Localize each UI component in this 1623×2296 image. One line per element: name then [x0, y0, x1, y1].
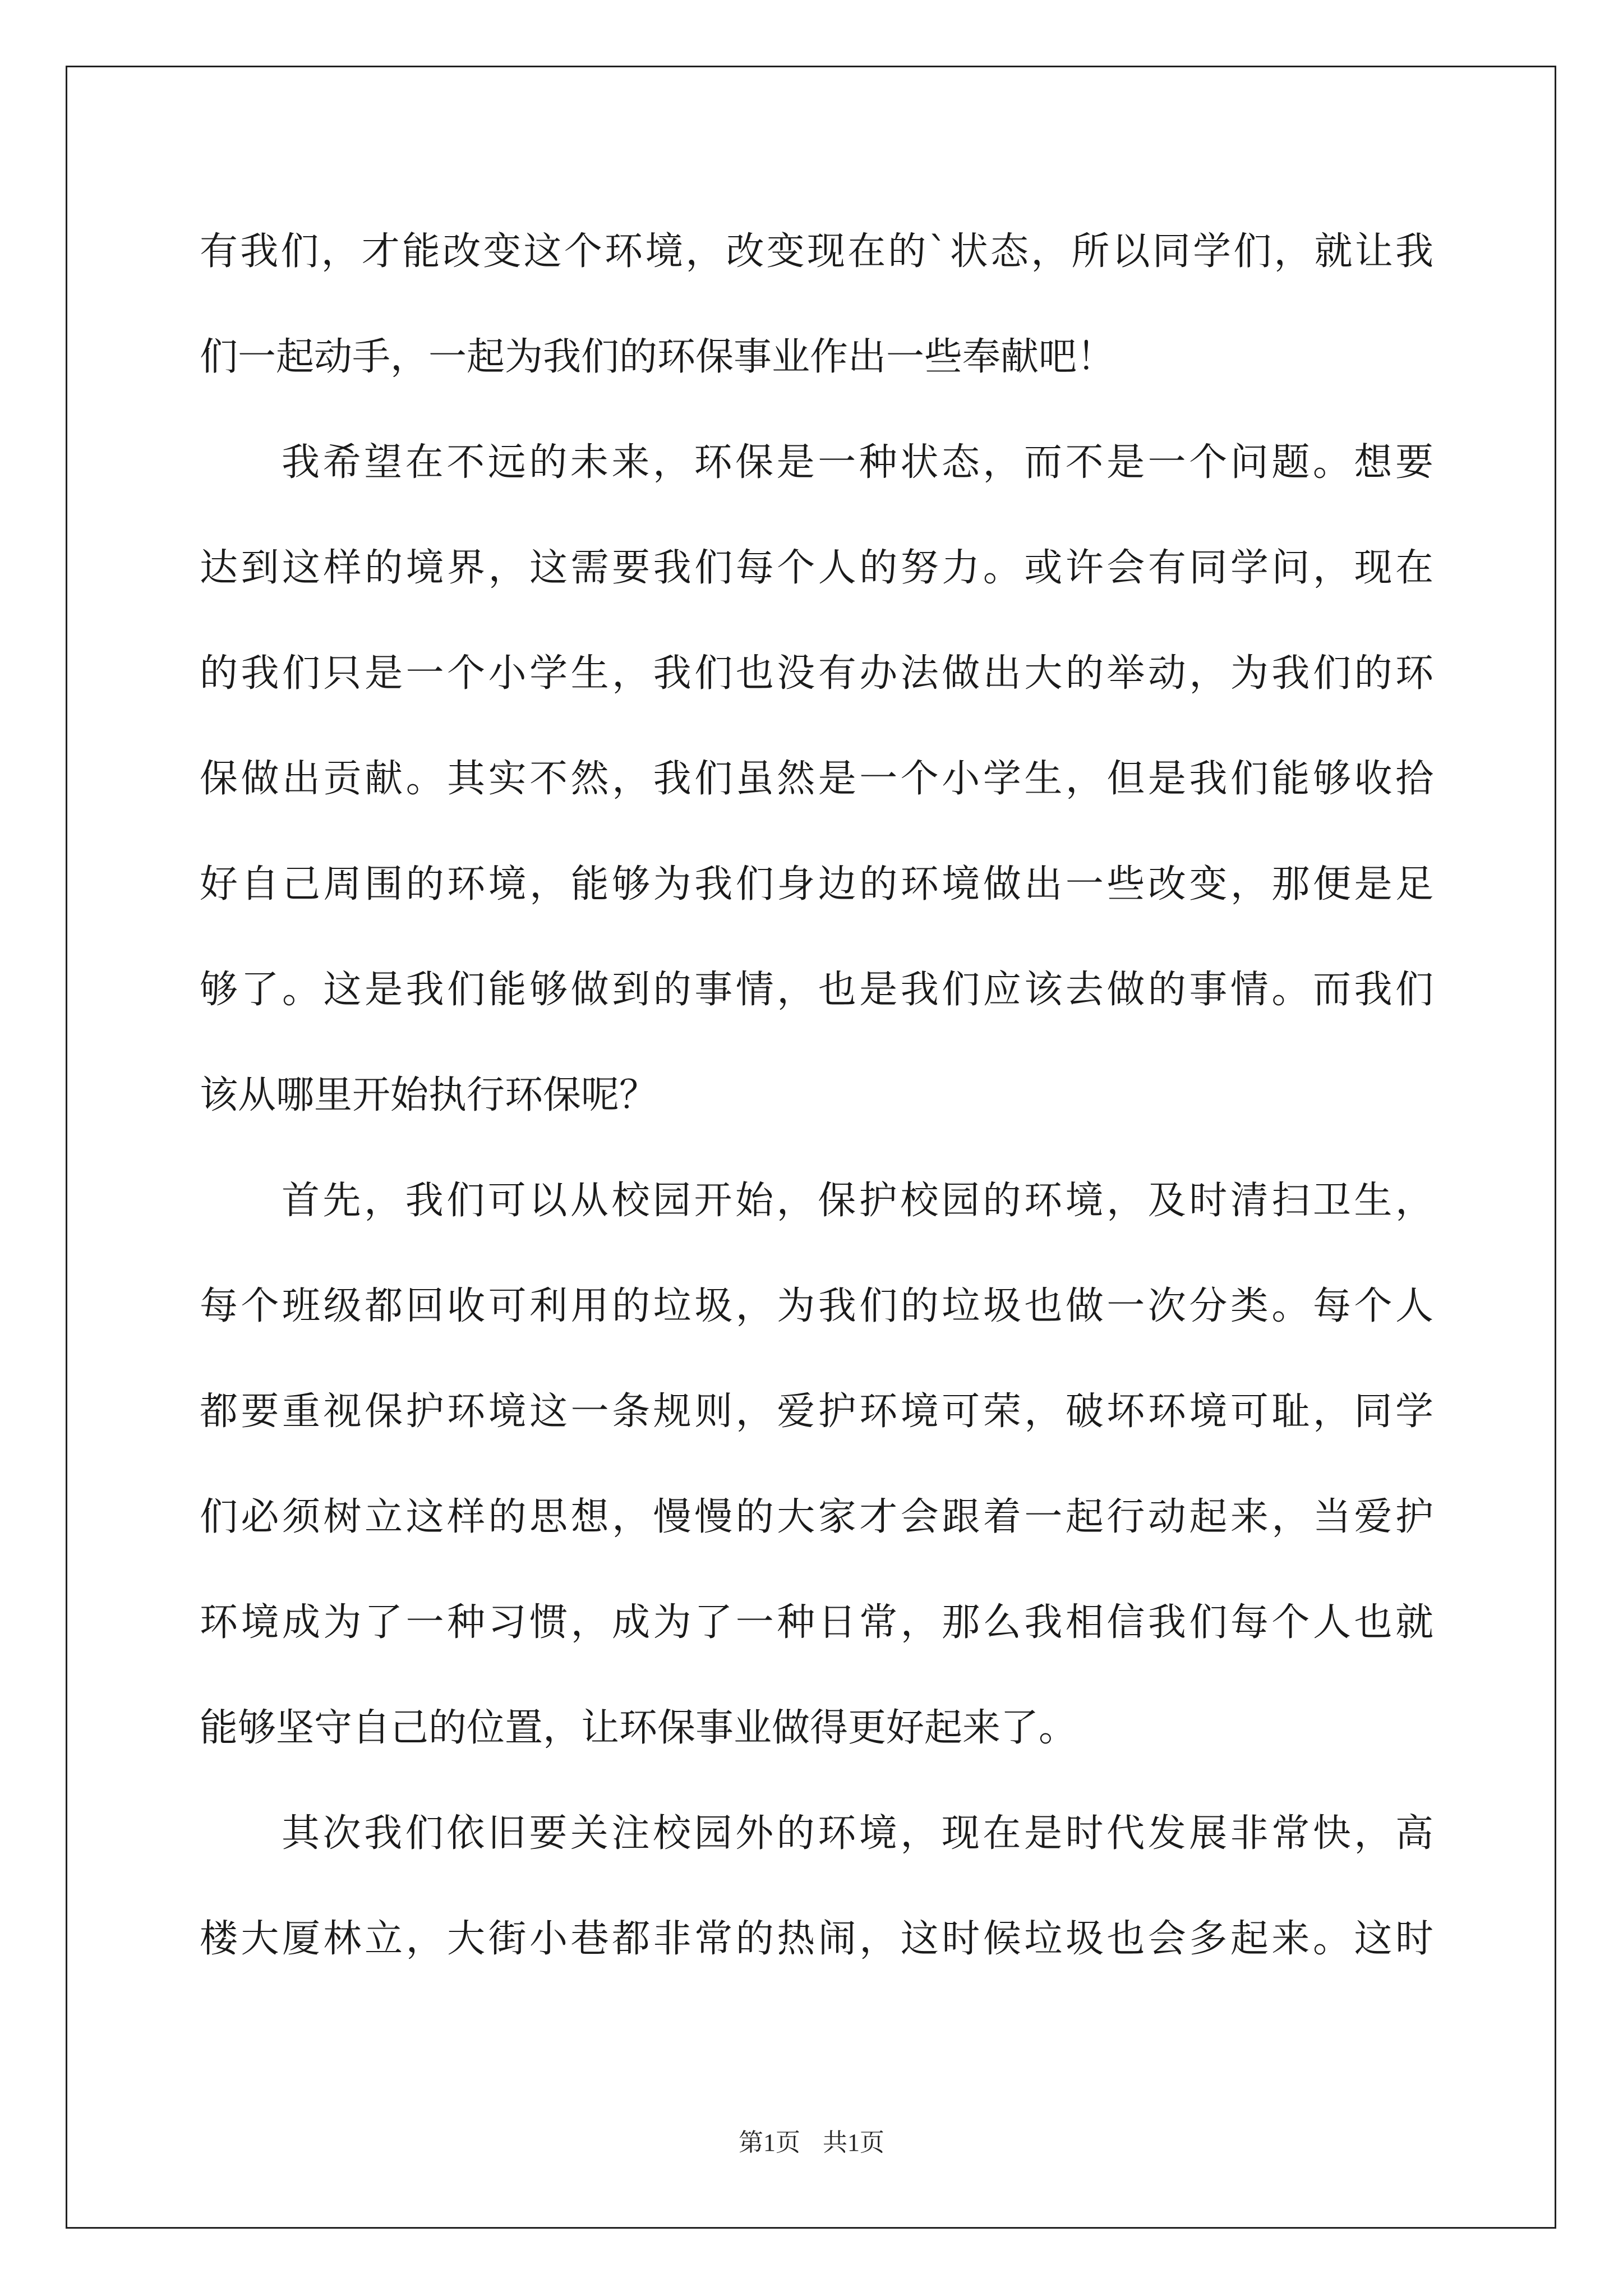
text-line: 每个班级都回收可利用的垃圾，为我们的垃圾也做一次分类。每个人	[200, 1284, 1433, 1328]
text-line: 好自己周围的环境，能够为我们身边的环境做出一些改变，那便是足	[200, 862, 1433, 907]
text-line: 有我们，才能改变这个环境，改变现在的`状态，所以同学们，就让我	[200, 229, 1433, 274]
page-total: 共1页	[823, 2129, 884, 2156]
text-line: 达到这样的境界，这需要我们每个人的努力。或许会有同学问，现在	[200, 546, 1433, 590]
page-number: 第1页	[739, 2129, 800, 2156]
text-line: 够了。这是我们能够做到的事情，也是我们应该去做的事情。而我们	[200, 968, 1433, 1012]
text-line: 其次我们依旧要关注校园外的环境，现在是时代发展非常快，高	[282, 1811, 1433, 1856]
text-line: 都要重视保护环境这一条规则，爱护环境可荣，破坏环境可耻，同学	[200, 1389, 1433, 1434]
text-line: 楼大厦林立，大街小巷都非常的热闹，这时候垃圾也会多起来。这时	[200, 1917, 1433, 1961]
text-line: 环境成为了一种习惯，成为了一种日常，那么我相信我们每个人也就	[200, 1600, 1433, 1645]
text-line: 能够坚守自己的位置，让环保事业做得更好起来了。	[200, 1706, 1077, 1750]
text-line: 保做出贡献。其实不然，我们虽然是一个小学生，但是我们能够收拾	[200, 757, 1433, 801]
page-footer	[0, 2126, 1623, 2160]
text-line: 们一起动手，一起为我们的环保事业作出一些奉献吧！	[200, 335, 1115, 379]
text-line: 的我们只是一个小学生，我们也没有办法做出大的举动，为我们的环	[200, 651, 1433, 696]
document-body	[200, 199, 1433, 1992]
text-line: 我希望在不远的未来，环保是一种状态，而不是一个问题。想要	[282, 440, 1433, 485]
text-line: 首先，我们可以从校园开始，保护校园的环境，及时清扫卫生，	[282, 1179, 1433, 1223]
text-line: 们必须树立这样的思想，慢慢的大家才会跟着一起行动起来，当爱护	[200, 1495, 1433, 1539]
text-line: 该从哪里开始执行环保呢？	[200, 1073, 658, 1117]
